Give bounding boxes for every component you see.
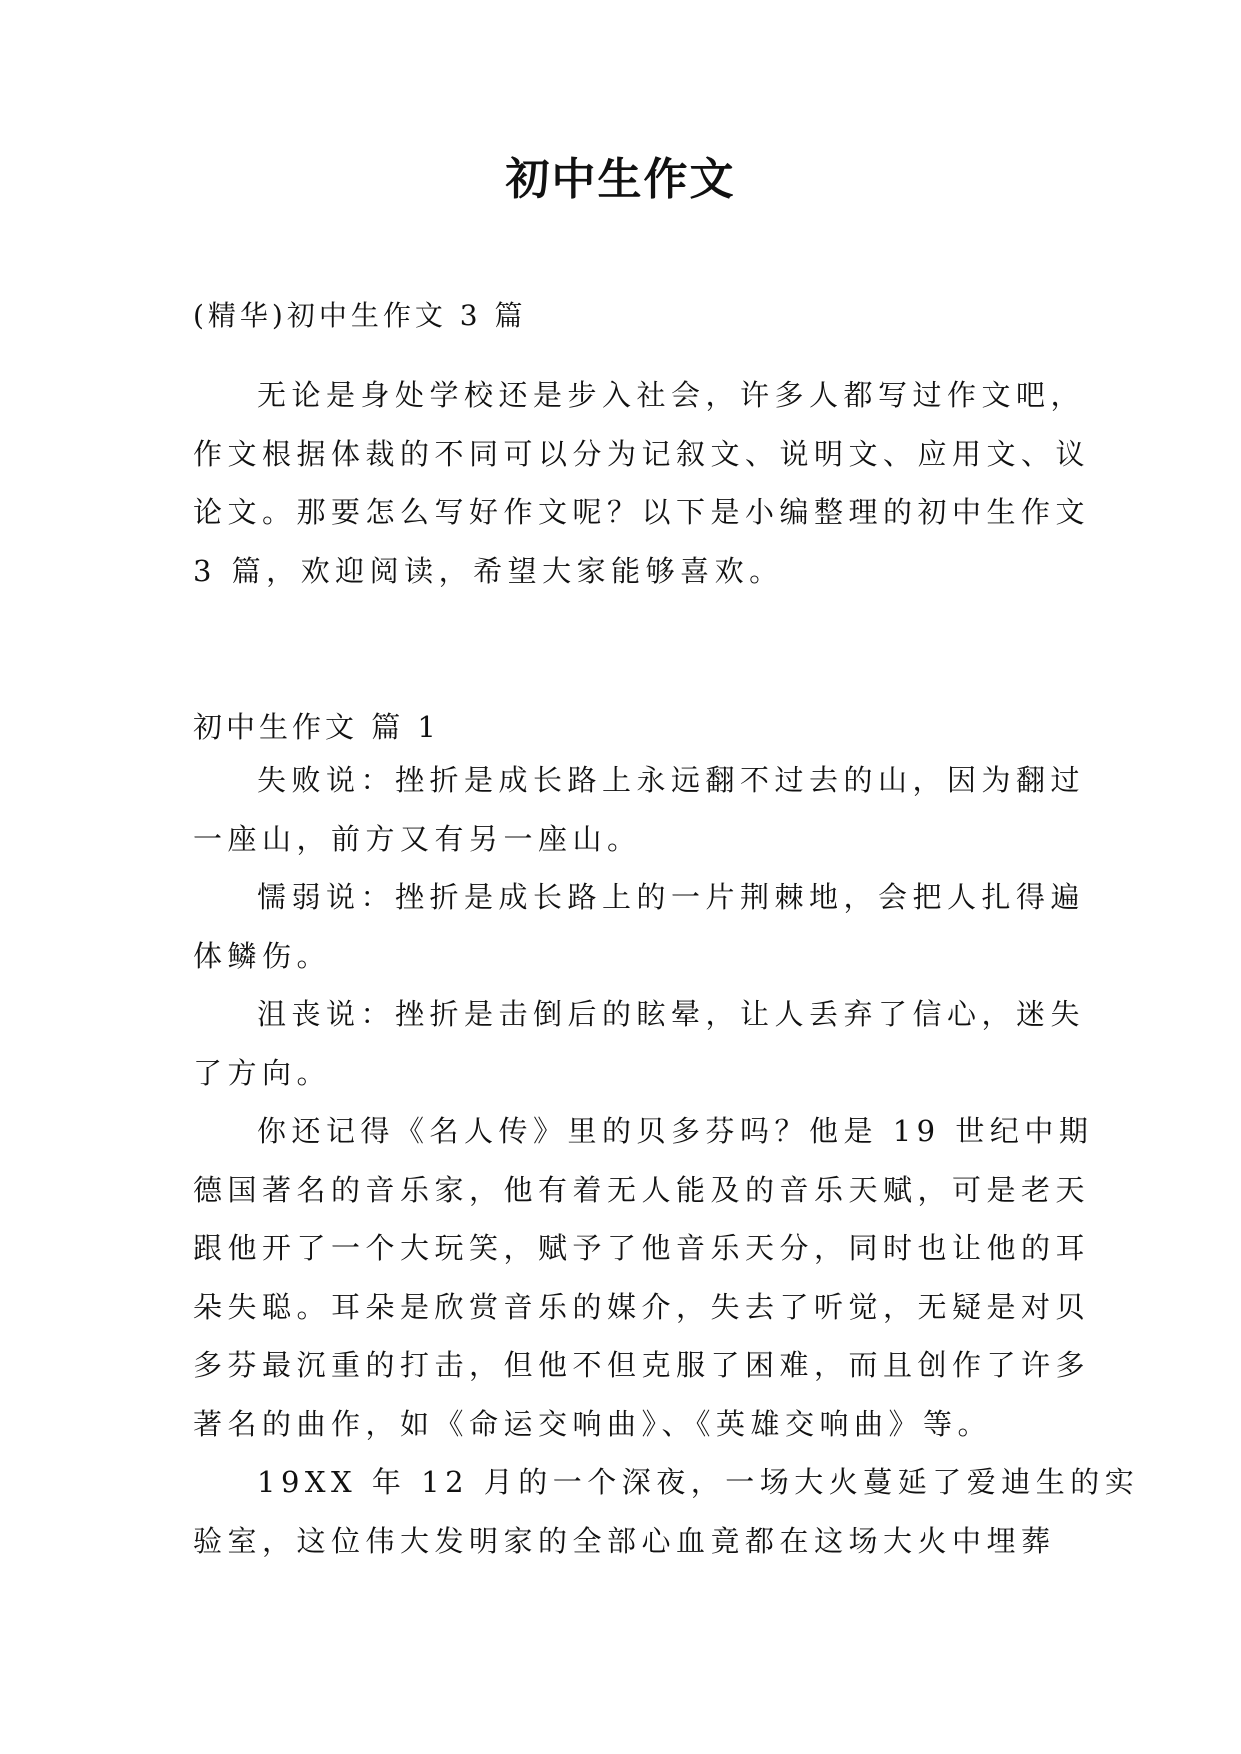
- body-line: 了方向。: [193, 1055, 332, 1090]
- section-heading: 初中生作文 篇 1: [193, 710, 440, 744]
- body-line: 多芬最沉重的打击，但他不但克服了困难，而且创作了许多: [193, 1348, 1091, 1382]
- intro-line: 3 篇，欢迎阅读，希望大家能够喜欢。: [193, 553, 784, 588]
- intro-line: 作文根据体裁的不同可以分为记叙文、说明文、应用文、议: [193, 436, 1091, 471]
- body-line: 朵失聪。耳朵是欣赏音乐的媒介，失去了听觉，无疑是对贝: [193, 1289, 1091, 1324]
- body-line: 验室，这位伟大发明家的全部心血竟都在这场大火中埋葬: [193, 1523, 1056, 1558]
- intro-line: 论文。那要怎么写好作文呢？以下是小编整理的初中生作文: [193, 495, 1091, 529]
- body-line: 沮丧说：挫折是击倒后的眩晕，让人丢弃了信心，迷失: [257, 997, 1086, 1031]
- body-line: 跟他开了一个大玩笑，赋予了他音乐天分，同时也让他的耳: [193, 1231, 1091, 1265]
- document-title: 初中生作文: [505, 154, 736, 205]
- body-line: 德国著名的音乐家，他有着无人能及的音乐天赋，可是老天: [193, 1172, 1091, 1207]
- document-subtitle: (精华)初中生作文 3 篇: [193, 299, 527, 332]
- intro-paragraph: [193, 366, 1091, 600]
- body-line: 著名的曲作，如《命运交响曲》、《英雄交响曲》等。: [193, 1406, 993, 1441]
- essay-body: [193, 751, 1140, 1570]
- body-line: 失败说：挫折是成长路上永远翻不过去的山，因为翻过: [257, 763, 1086, 797]
- intro-line: 无论是身处学校还是步入社会，许多人都写过作文吧，: [257, 378, 1086, 412]
- body-line: 一座山，前方又有另一座山。: [193, 821, 642, 856]
- body-line: 体鳞伤。: [193, 938, 332, 973]
- body-line: 19XX 年 12 月的一个深夜，一场大火蔓延了爱迪生的实: [257, 1465, 1140, 1499]
- body-line: 你还记得《名人传》里的贝多芬吗？他是 19 世纪中期: [257, 1114, 1094, 1148]
- body-line: 懦弱说：挫折是成长路上的一片荆棘地，会把人扎得遍: [257, 880, 1086, 914]
